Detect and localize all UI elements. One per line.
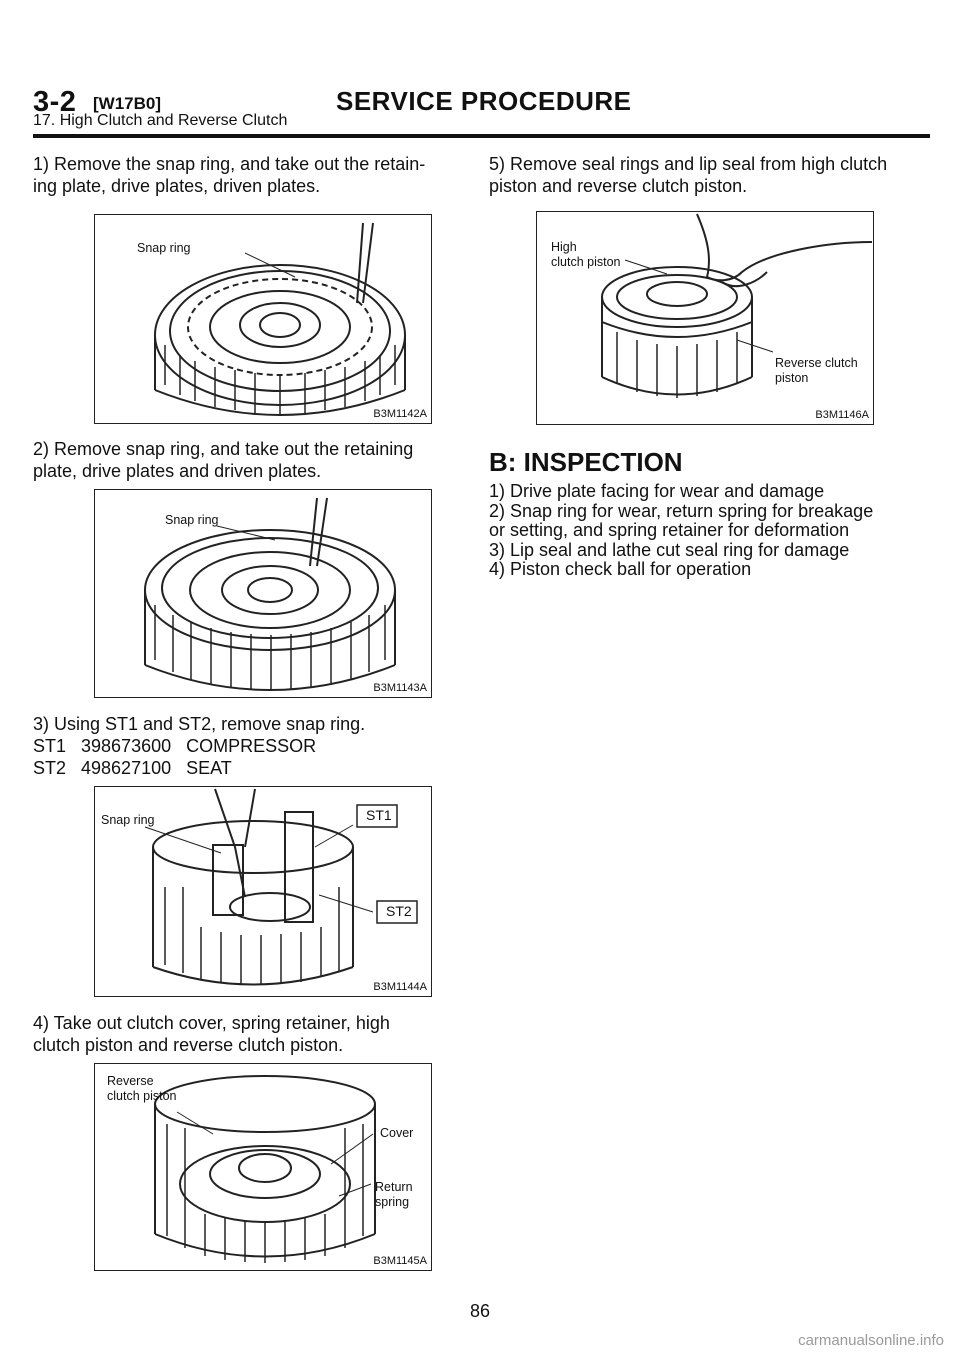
step-3: 3) Using ST1 and ST2, remove snap ring. ST1 398673600 COMPRESSOR ST2 498627100 SEAT [33,714,366,778]
step-2: 2) Remove snap ring, and take out the retaining plate, drive plates and driven plates. [33,439,414,481]
inspection-item: 4) Piston check ball for operation [489,559,752,579]
step-5: 5) Remove seal rings and lip seal from high clutch piston and reverse clutch piston. [489,154,888,196]
inspection-title: B: INSPECTION [489,447,683,477]
section-code: [W17B0] [93,94,162,113]
footer-watermark: carmanualsonline.info [798,1332,944,1349]
inspection-item: 1) Drive plate facing for wear and damage [489,481,825,501]
figure-id: B3M1144A [373,981,427,993]
figure-b3m1145a [94,1063,432,1271]
page-number: 86 [469,1301,491,1321]
header-rule [33,134,930,138]
step-4: 4) Take out clutch cover, spring retainer, high clutch piston and reverse clutch piston. [33,1013,390,1055]
page-title: SERVICE PROCEDURE [336,86,632,116]
step-1: 1) Remove the snap ring, and take out the retain- ing plate, drive plates, driven plates. [33,154,426,196]
callout-return-spring: Return spring [375,1180,413,1209]
page-subtitle: 17. High Clutch and Reverse Clutch [33,112,288,129]
figure-b3m1142a [94,214,432,424]
clutch-drum-illustration [95,490,431,697]
figure-id: B3M1146A [815,409,869,421]
figure-b3m1144a [94,786,432,997]
callout-snap-ring: Snap ring [101,813,155,827]
inspection-list [489,482,930,580]
inspection-item: 2) Snap ring for wear, return spring for breakage [489,500,874,521]
callout-high-clutch-piston: High clutch piston [551,240,621,269]
callout-cover: Cover [380,1126,414,1140]
figure-b3m1146a [536,211,874,425]
callout-snap-ring: Snap ring [137,241,191,255]
figure-id: B3M1143A [373,682,427,694]
figure-id: B3M1142A [373,408,427,420]
callout-st2: ST2 [386,903,412,919]
callout-reverse-clutch-piston: Reverse clutch piston [775,356,858,385]
inspection-item: 3) Lip seal and lathe cut seal ring for damage [489,539,850,560]
section-number: 3-2 [33,86,77,118]
callout-reverse-clutch-piston: Reverse clutch piston [107,1074,177,1103]
inspection-item: or setting, and spring retainer for deformation [489,520,850,540]
figure-b3m1143a [94,489,432,698]
figure-id: B3M1145A [373,1255,427,1267]
callout-snap-ring: Snap ring [165,513,219,527]
callout-st1: ST1 [366,807,392,823]
